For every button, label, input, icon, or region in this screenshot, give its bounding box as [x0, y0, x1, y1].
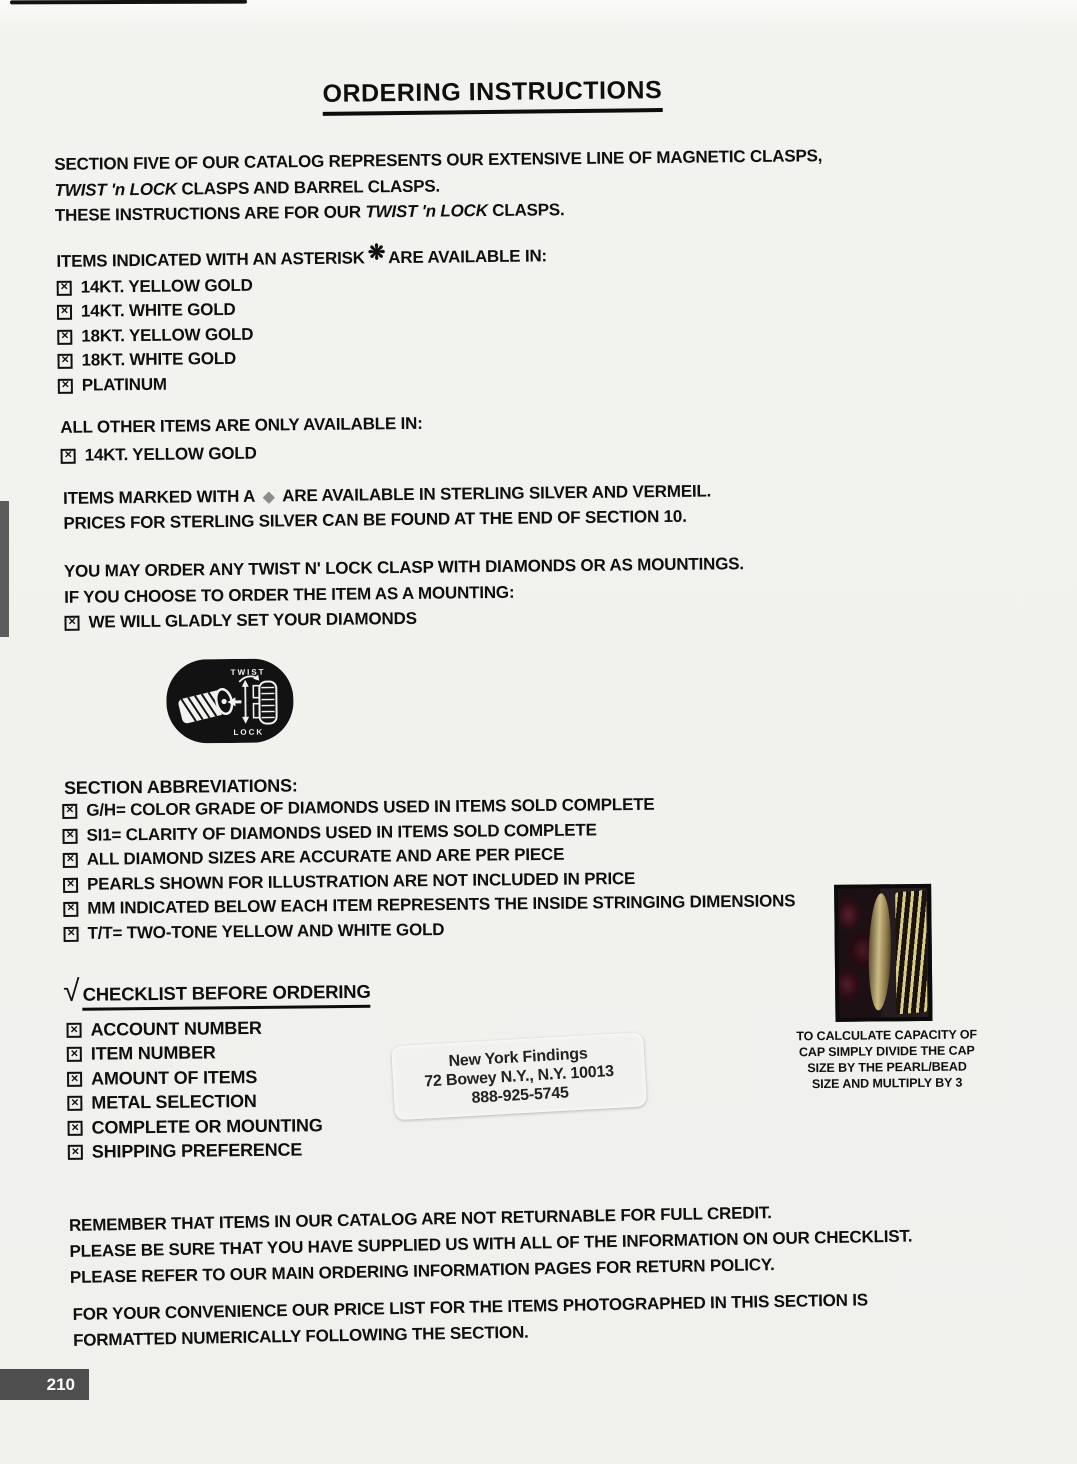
checkbox-icon: ✕	[63, 901, 78, 916]
list-item-label: 18KT. WHITE GOLD	[81, 348, 237, 370]
footer-line: FOR YOUR CONVENIENCE OUR PRICE LIST FOR THE ITEMS PHOTOGRAPHED IN THIS SECTION IS	[72, 1290, 869, 1324]
list-item-label: 14KT. YELLOW GOLD	[84, 443, 257, 465]
checkbox-icon: ✕	[62, 828, 77, 843]
checkbox-icon: ✕	[67, 1047, 82, 1062]
list-item-label: AMOUNT OF ITEMS	[90, 1066, 258, 1089]
list-item-label: 14KT. YELLOW GOLD	[80, 275, 253, 297]
list-item-label: WE WILL GLADLY SET YOUR DIAMONDS	[88, 608, 417, 632]
checkbox-icon: ✕	[57, 304, 72, 319]
asterisk-icon: ❋	[367, 241, 386, 265]
page-number-tab	[0, 1369, 89, 1400]
mounting-line-1: YOU MAY ORDER ANY TWIST N' LOCK CLASP WITH DIAMONDS OR AS MOUNTINGS.	[63, 554, 744, 581]
page-title: ORDERING INSTRUCTIONS	[322, 76, 662, 116]
checkbox-icon: ✕	[62, 803, 77, 818]
checkbox-icon: ✕	[63, 926, 78, 941]
badge-twist-label: TWIST	[230, 667, 266, 677]
list-item-label: PEARLS SHOWN FOR ILLUSTRATION ARE NOT INCLUDED IN PRICE	[86, 868, 636, 894]
intro-line-2: TWIST 'n LOCK CLASPS AND BARREL CLASPS.	[54, 176, 441, 200]
checkbox-icon: ✕	[63, 877, 78, 892]
checkbox-icon: ✕	[64, 615, 79, 630]
checkbox-icon: ✕	[57, 280, 72, 295]
list-item-label: METAL SELECTION	[91, 1090, 257, 1113]
checkbox-icon: ✕	[68, 1121, 83, 1136]
checkbox-icon: ✕	[61, 448, 76, 463]
list-item-label: 18KT. YELLOW GOLD	[81, 324, 254, 346]
diamond-line-1: ITEMS MARKED WITH A ◆ ARE AVAILABLE IN STERLING SILVER AND VERMEIL.	[63, 481, 712, 508]
checkbox-icon: ✕	[58, 378, 73, 393]
page-number: 210	[46, 1374, 75, 1394]
diamond-line-2: PRICES FOR STERLING SILVER CAN BE FOUND AT THE END OF SECTION 10.	[63, 506, 687, 533]
list-item-label: SI1= CLARITY OF DIAMONDS USED IN ITEMS SOLD COMPLETE	[86, 820, 597, 845]
sticker-address: 72 Bowey N.Y., N.Y. 10013	[423, 1062, 615, 1090]
list-item-label: MM INDICATED BELOW EACH ITEM REPRESENTS THE INSIDE STRINGING DIMENSIONS	[87, 891, 796, 918]
list-item-label: 14KT. WHITE GOLD	[80, 299, 236, 321]
footer-line: FORMATTED NUMERICALLY FOLLOWING THE SECTION.	[72, 1322, 529, 1350]
checkbox-icon: ✕	[57, 329, 72, 344]
intro-line-3: THESE INSTRUCTIONS ARE FOR OUR TWIST 'n LOCK CLASPS.	[54, 200, 565, 225]
sticker-phone: 888-925-5745	[471, 1083, 570, 1107]
sticker-company: New York Findings	[448, 1044, 588, 1070]
checkbox-icon: ✕	[67, 1096, 82, 1111]
checklist-heading: √ CHECKLIST BEFORE ORDERING	[63, 981, 371, 1014]
list-item-label: SHIPPING PREFERENCE	[91, 1139, 303, 1162]
cap-note: TO CALCULATE CAPACITY OF CAP SIMPLY DIVIDE THE CAP SIZE BY THE PEARL/BEAD SIZE AND MULTIPLY BY 3	[796, 1027, 978, 1092]
list-item-label: ACCOUNT NUMBER	[90, 1017, 262, 1040]
checkbox-icon: ✕	[67, 1023, 82, 1038]
list-item-label: G/H= COLOR GRADE OF DIAMONDS USED IN ITEMS SOLD COMPLETE	[86, 794, 655, 820]
diamond-icon: ◆	[262, 488, 275, 506]
list-item-label: ALL DIAMOND SIZES ARE ACCURATE AND ARE PER PIECE	[86, 844, 565, 869]
check-icon: √	[62, 974, 80, 1008]
list-item-label: PLATINUM	[81, 374, 167, 395]
asterisk-heading: ITEMS INDICATED WITH AN ASTERISK ❋ ARE AVAILABLE IN:	[56, 241, 548, 271]
list-item-label: T/T= TWO-TONE YELLOW AND WHITE GOLD	[87, 919, 445, 943]
footer-line: PLEASE REFER TO OUR MAIN ORDERING INFORMATION PAGES FOR RETURN POLICY.	[69, 1255, 775, 1287]
list-item-label: ITEM NUMBER	[90, 1042, 216, 1064]
abbreviations-heading: SECTION ABBREVIATIONS:	[63, 775, 298, 798]
footer-line: REMEMBER THAT ITEMS IN OUR CATALOG ARE NOT RETURNABLE FOR FULL CREDIT.	[68, 1203, 772, 1236]
footer-line: PLEASE BE SURE THAT YOU HAVE SUPPLIED US WITH ALL OF THE INFORMATION ON OUR CHECKLIST.	[69, 1226, 913, 1262]
intro-line-1: SECTION FIVE OF OUR CATALOG REPRESENTS OUR EXTENSIVE LINE OF MAGNETIC CLASPS,	[54, 146, 823, 174]
mounting-line-2: IF YOU CHOOSE TO ORDER THE ITEM AS A MOUNTING:	[64, 582, 515, 607]
list-item-label: COMPLETE OR MOUNTING	[91, 1115, 323, 1138]
badge-lock-label: LOCK	[233, 727, 265, 737]
checkbox-icon: ✕	[63, 852, 78, 867]
other-items-heading: ALL OTHER ITEMS ARE ONLY AVAILABLE IN:	[60, 413, 423, 437]
checkbox-icon: ✕	[57, 353, 72, 368]
checkbox-icon: ✕	[68, 1145, 83, 1160]
checkbox-icon: ✕	[67, 1072, 82, 1087]
